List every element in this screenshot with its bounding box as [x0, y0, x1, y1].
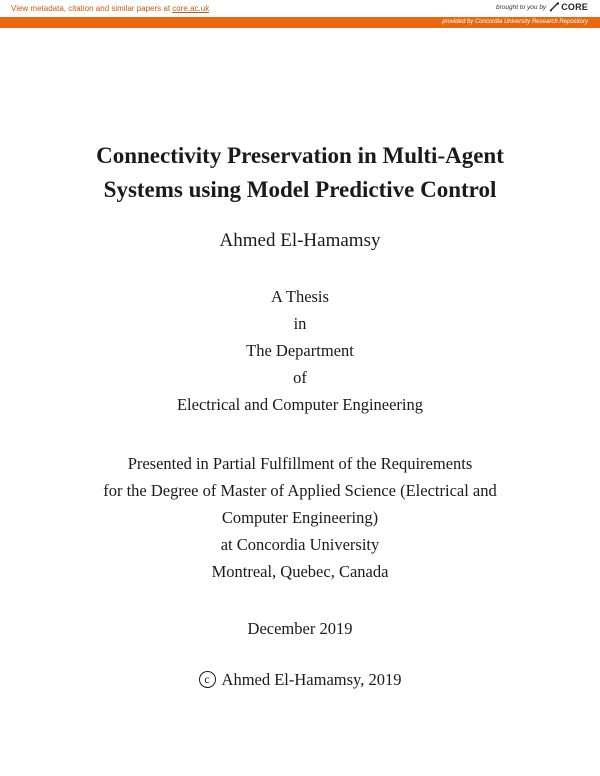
core-banner — [0, 0, 600, 28]
thesis-title-line2: Systems using Model Predictive Control — [103, 177, 497, 202]
fulfillment-line: at Concordia University — [220, 535, 380, 554]
core-link-url[interactable]: core.ac.uk — [172, 4, 210, 13]
brought-by-text: brought to you by — [495, 3, 547, 11]
fulfillment-line: Montreal, Quebec, Canada — [211, 562, 389, 581]
core-logo-icon — [549, 2, 559, 12]
thesis-author: Ahmed El-Hamamsy — [219, 230, 381, 251]
statement-line: Electrical and Computer Engineering — [176, 395, 424, 414]
statement-line: in — [293, 314, 307, 333]
copyright-text: Ahmed El-Hamamsy, 2019 — [221, 670, 402, 689]
copyright-icon: c — [199, 671, 216, 688]
statement-line: The Department — [246, 341, 354, 360]
fulfillment-line: for the Degree of Master of Applied Science (Electrical and — [103, 481, 497, 500]
core-brand-name: CORE — [561, 2, 588, 12]
fulfillment-line: Computer Engineering) — [221, 508, 379, 527]
copyright-notice — [199, 666, 402, 693]
thesis-date: December 2019 — [247, 619, 353, 638]
provided-by-text: provided by Concordia University Research Repository — [442, 18, 588, 25]
core-top-bar — [0, 0, 600, 17]
core-link-prefix: View metadata, citation and similar papers at — [11, 4, 173, 13]
copyright-line — [0, 664, 600, 693]
statement-line: of — [293, 368, 307, 387]
statement-line: A Thesis — [271, 287, 329, 306]
core-metadata-link[interactable] — [11, 4, 209, 13]
core-provided-strip — [0, 17, 600, 28]
fulfillment-line: Presented in Partial Fulfillment of the Requirements — [127, 454, 473, 473]
core-brand[interactable] — [496, 2, 588, 12]
thesis-title-line1: Connectivity Preservation in Multi-Agent — [96, 143, 504, 168]
